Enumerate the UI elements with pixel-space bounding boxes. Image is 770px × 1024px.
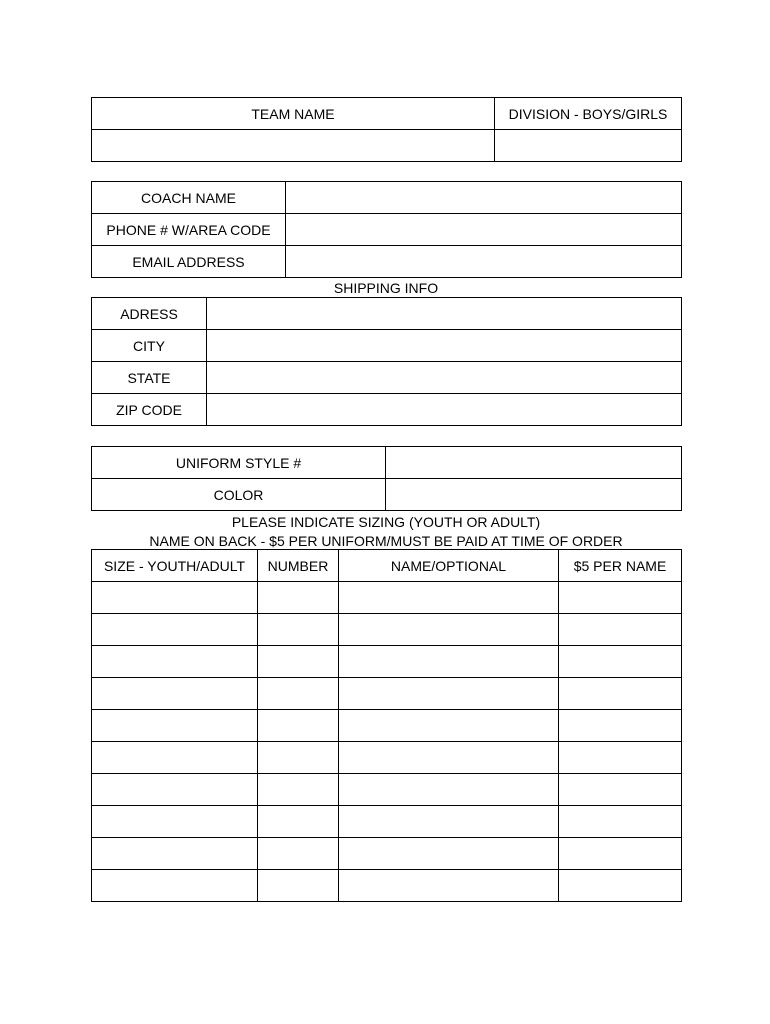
table-row	[92, 614, 682, 646]
address-label: ADRESS	[92, 298, 207, 330]
price-cell[interactable]	[559, 678, 682, 710]
price-cell[interactable]	[559, 870, 682, 902]
team-name-label: TEAM NAME	[92, 98, 495, 130]
number-cell[interactable]	[258, 582, 339, 614]
team-input-row	[92, 130, 682, 162]
email-field[interactable]	[286, 246, 682, 278]
number-cell[interactable]	[258, 710, 339, 742]
zip-row	[92, 394, 682, 426]
city-row	[92, 330, 682, 362]
name-cell[interactable]	[339, 646, 559, 678]
price-cell[interactable]	[559, 646, 682, 678]
table-row	[92, 870, 682, 902]
color-row	[92, 479, 682, 511]
name-cell[interactable]	[339, 806, 559, 838]
number-cell[interactable]	[258, 742, 339, 774]
price-cell[interactable]	[559, 614, 682, 646]
table-row	[92, 582, 682, 614]
name-cell[interactable]	[339, 582, 559, 614]
uniform-style-label: UNIFORM STYLE #	[92, 447, 386, 479]
email-row	[92, 246, 682, 278]
name-cell[interactable]	[339, 614, 559, 646]
email-label: EMAIL ADDRESS	[92, 246, 286, 278]
number-cell[interactable]	[258, 646, 339, 678]
table-row	[92, 838, 682, 870]
size-cell[interactable]	[92, 710, 258, 742]
coach-name-field[interactable]	[286, 182, 682, 214]
table-row	[92, 774, 682, 806]
team-header-row	[92, 98, 682, 130]
price-cell[interactable]	[559, 742, 682, 774]
team-table	[91, 97, 682, 162]
sizes-body	[92, 582, 682, 902]
color-field[interactable]	[386, 479, 682, 511]
number-cell[interactable]	[258, 806, 339, 838]
phone-field[interactable]	[286, 214, 682, 246]
name-column-header: NAME/OPTIONAL	[339, 550, 559, 582]
size-cell[interactable]	[92, 678, 258, 710]
size-column-header: SIZE - YOUTH/ADULT	[92, 550, 258, 582]
number-cell[interactable]	[258, 870, 339, 902]
name-cell[interactable]	[339, 710, 559, 742]
division-label: DIVISION - BOYS/GIRLS	[495, 98, 682, 130]
price-cell[interactable]	[559, 806, 682, 838]
table-row	[92, 806, 682, 838]
uniform-style-row	[92, 447, 682, 479]
phone-row	[92, 214, 682, 246]
number-cell[interactable]	[258, 838, 339, 870]
team-name-field[interactable]	[92, 130, 495, 162]
name-cell[interactable]	[339, 870, 559, 902]
address-row	[92, 298, 682, 330]
state-label: STATE	[92, 362, 207, 394]
shipping-table	[91, 297, 682, 426]
coach-name-row	[92, 182, 682, 214]
coach-table	[91, 181, 682, 278]
table-row	[92, 742, 682, 774]
size-cell[interactable]	[92, 614, 258, 646]
name-cell[interactable]	[339, 838, 559, 870]
sizes-table	[91, 549, 682, 902]
state-field[interactable]	[207, 362, 682, 394]
size-cell[interactable]	[92, 870, 258, 902]
sizing-note: PLEASE INDICATE SIZING (YOUTH OR ADULT)	[231, 514, 541, 530]
uniform-table	[91, 446, 682, 511]
uniform-style-field[interactable]	[386, 447, 682, 479]
price-cell[interactable]	[559, 774, 682, 806]
city-field[interactable]	[207, 330, 682, 362]
zip-label: ZIP CODE	[92, 394, 207, 426]
phone-label: PHONE # W/AREA CODE	[92, 214, 286, 246]
address-field[interactable]	[207, 298, 682, 330]
size-cell[interactable]	[92, 838, 258, 870]
table-row	[92, 646, 682, 678]
shipping-info-heading: SHIPPING INFO	[333, 280, 439, 296]
size-cell[interactable]	[92, 774, 258, 806]
name-cell[interactable]	[339, 678, 559, 710]
size-cell[interactable]	[92, 742, 258, 774]
size-cell[interactable]	[92, 806, 258, 838]
number-cell[interactable]	[258, 614, 339, 646]
table-row	[92, 710, 682, 742]
size-cell[interactable]	[92, 582, 258, 614]
state-row	[92, 362, 682, 394]
number-cell[interactable]	[258, 678, 339, 710]
name-on-back-note: NAME ON BACK - $5 PER UNIFORM/MUST BE PAID AT TIME OF ORDER	[149, 533, 623, 549]
sizes-header-row	[92, 550, 682, 582]
coach-name-label: COACH NAME	[92, 182, 286, 214]
price-cell[interactable]	[559, 710, 682, 742]
city-label: CITY	[92, 330, 207, 362]
price-column-header: $5 PER NAME	[559, 550, 682, 582]
size-cell[interactable]	[92, 646, 258, 678]
price-cell[interactable]	[559, 582, 682, 614]
table-row	[92, 678, 682, 710]
number-column-header: NUMBER	[258, 550, 339, 582]
name-cell[interactable]	[339, 774, 559, 806]
price-cell[interactable]	[559, 838, 682, 870]
zip-field[interactable]	[207, 394, 682, 426]
name-cell[interactable]	[339, 742, 559, 774]
number-cell[interactable]	[258, 774, 339, 806]
color-label: COLOR	[92, 479, 386, 511]
division-field[interactable]	[495, 130, 682, 162]
